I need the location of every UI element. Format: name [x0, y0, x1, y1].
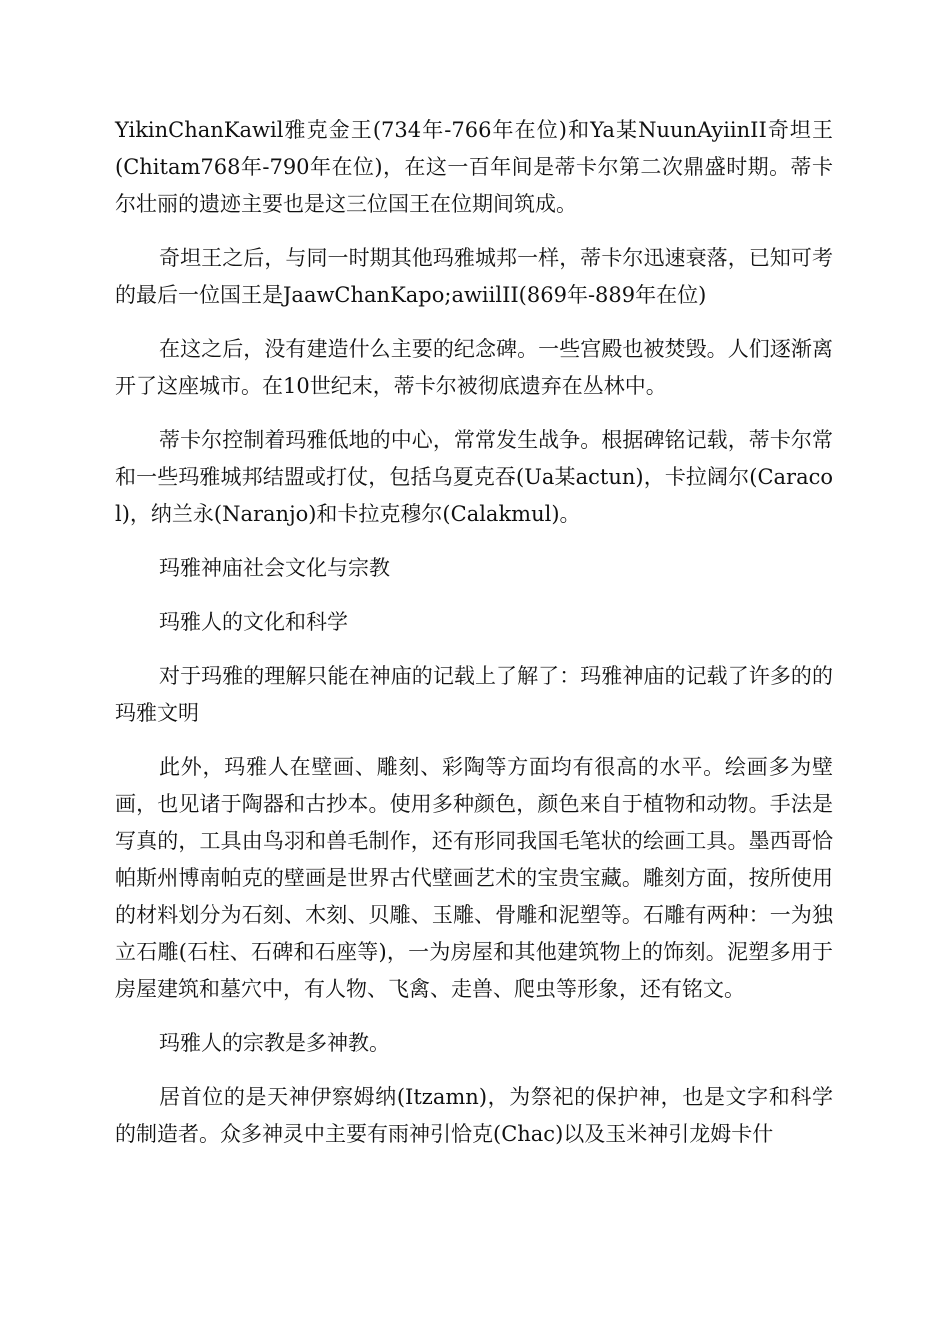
- paragraph-art: 此外，玛雅人在壁画、雕刻、彩陶等方面均有很高的水平。绘画多为壁画，也见诸于陶器和古抄本。使用多种颜色，颜色来自于植物和动物。手法是写真的，工具由鸟羽和兽毛制作，还有形同我国毛笔状的绘画工具。墨西哥恰帕斯州博南帕克的壁画是世界古代壁画艺术的宝贵宝藏。雕刻方面，按所使用的材料划分为石刻、木刻、贝雕、玉雕、骨雕和泥塑等。石雕有两种：一为独立石雕(石柱、石碑和石座等)，一为房屋和其他建筑物上的饰刻。泥塑多用于房屋建筑和墓穴中，有人物、飞禽、走兽、爬虫等形象，还有铭文。: [115, 755, 833, 1001]
- document-body: [115, 112, 833, 1170]
- paragraph-tikal-kings: YikinChanKawil雅克金王(734年-766年在位)和Ya某NuunAyiinII奇坦王(Chitam768年-790年在位)，在这一百年间是蒂卡尔第二次鼎盛时期。蒂卡尔壮丽的遗迹主要也是这三位国王在位期间筑成。: [115, 118, 833, 216]
- paragraph-tikal-wars: 蒂卡尔控制着玛雅低地的中心，常常发生战争。根据碑铭记载，蒂卡尔常和一些玛雅城邦结盟或打仗，包括乌夏克吞(Ua某actun)，卡拉阔尔(Caracol)，纳兰永(Naranjo)和卡拉克穆尔(Calakmul)。: [115, 428, 833, 526]
- paragraph-tikal-decline: 奇坦王之后，与同一时期其他玛雅城邦一样，蒂卡尔迅速衰落，已知可考的最后一位国王是JaawChanKapo;awiilII(869年-889年在位): [115, 246, 833, 307]
- section-heading-temple-culture: 玛雅神庙社会文化与宗教: [159, 556, 390, 580]
- paragraph-polytheism: 玛雅人的宗教是多神教。: [159, 1031, 390, 1055]
- paragraph-temple-records: 对于玛雅的理解只能在神庙的记载上了解了：玛雅神庙的记载了许多的的玛雅文明: [115, 664, 833, 725]
- paragraph-gods: 居首位的是天神伊察姆纳(Itzamn)，为祭祀的保护神，也是文字和科学的制造者。众多神灵中主要有雨神引恰克(Chac)以及玉米神引龙姆卡什: [115, 1085, 833, 1146]
- section-heading-culture-science: 玛雅人的文化和科学: [159, 610, 348, 634]
- paragraph-city-abandoned: 在这之后，没有建造什么主要的纪念碑。一些宫殿也被焚毁。人们逐渐离开了这座城市。在10世纪末，蒂卡尔被彻底遗弃在丛林中。: [115, 337, 833, 398]
